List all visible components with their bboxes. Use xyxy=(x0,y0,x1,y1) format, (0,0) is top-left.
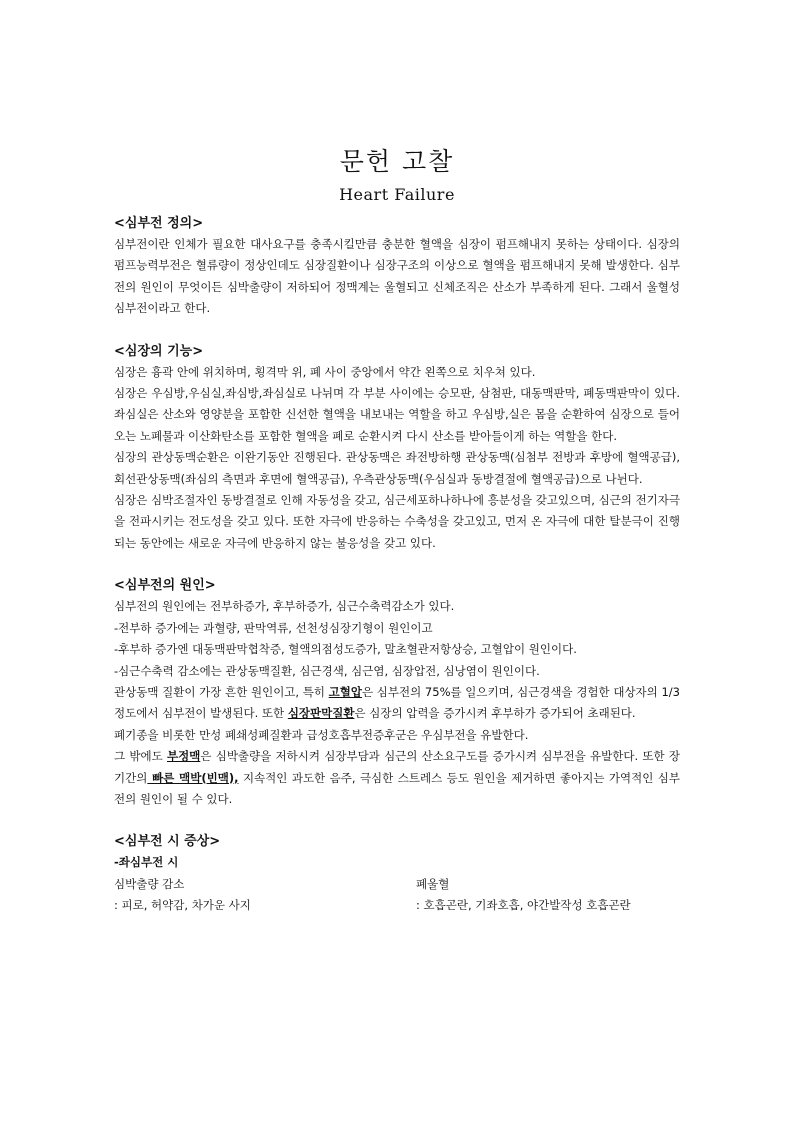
hypertension-emphasis: 고혈압 xyxy=(328,684,362,699)
cause-line-1: 심부전의 원인에는 전부하증가, 후부하증가, 심근수축력감소가 있다. xyxy=(114,599,455,614)
pulmonary-congestion-title: 폐울혈 xyxy=(416,876,450,891)
cardiac-output-decrease-title: 심박출량 감소 xyxy=(114,876,185,891)
document-body xyxy=(114,213,680,917)
cause-line-3-text: -후부하 증가엔 대동맥판막협착증, 혈액의점성도증가, 말초혈관저항상승, xyxy=(114,642,481,657)
cause-p5-text: 관상동맥 질환이 가장 흔한 원인이고, 특히 xyxy=(114,684,329,699)
cause-line-3-end: 이 원인이다. xyxy=(514,642,577,657)
heading-symptoms: <심부전 시 증상> xyxy=(114,834,221,850)
left-heart-failure-subheading: -좌심부전 시 xyxy=(114,855,179,870)
cause-p7-text-3: 지속적인 과도한 음주, 극심한 스트레스 등도 원인을 제거하면 좋아지는 가역적인 심부전의 원인이 될 수 있다. xyxy=(114,770,680,806)
cause-p7-text: 그 밖에도 xyxy=(114,749,167,764)
symptom-row-titles xyxy=(114,874,680,895)
cause-p7-text-2: 은 심박출량을 저하시켜 심장부담과 심근의 산소요구도를 증가시켜 심부전을 유발한다. 또한 장기간의 xyxy=(114,749,680,785)
heading-cause: <심부전의 원인> xyxy=(114,578,216,594)
spacer xyxy=(114,810,680,831)
tachycardia-emphasis: 빠른 맥박(빈맥), xyxy=(147,770,239,785)
function-paragraph-2: 심장은 우심방,우심실,좌심방,좌심실로 나뉘며 각 부분 사이에는 승모판, 삼첨판, 대동맥판막, 폐동맥판막이 있다. 좌심실은 산소와 영양분을 포함한 신선한 혈액을 내보내는 역할을 하고 우심방,실은 몸을 순환하여 심장으로 들어오는 노폐물과 이산화탄소를 포함한 혈액을 폐로 순환시켜 다시 산소를 받아들이게 하는 역할을 한다. xyxy=(114,386,680,443)
cause-paragraph-7 xyxy=(114,746,680,810)
symptom-row-details xyxy=(114,895,680,916)
pulmonary-congestion-symptoms: : 호흡곤란, 기좌호흡, 야간발작성 호흡곤란 xyxy=(416,898,631,913)
heading-definition: <심부전 정의> xyxy=(114,216,204,231)
spacer xyxy=(114,554,680,575)
valve-disease-emphasis: 심장판막질환 xyxy=(287,706,355,721)
definition-paragraph: 심부전이란 인체가 필요한 대사요구를 충족시킬만큼 충분한 혈액을 심장이 펌프해내지 못하는 상태이다. 심장의 펌프능력부전은 혈류량이 정상인데도 심장질환이나 심장구조의 이상으로 혈액을 펌프해내지 못해 발생한다. 심부전의 원인이 무엇이든 심박출량이 저하되어 정맥계는 울혈되고 신체조직은 산소가 부족하게 된다. 그래서 울혈성 심부전이라고 한다. xyxy=(114,237,680,316)
page-title: 문헌 고찰 xyxy=(339,147,455,176)
cause-line-2: -전부하 증가에는 과혈량, 판막역류, 선천성심장기형이 원인이고 xyxy=(114,620,433,635)
function-paragraph-1: 심장은 흉곽 안에 위치하며, 횡격막 위, 폐 사이 중앙에서 약간 왼쪽으로 치우쳐 있다. xyxy=(114,364,536,379)
cause-line-6: 폐기종을 비롯한 만성 폐쇄성폐질환과 급성호흡부전증후군은 우심부전을 유발한다. xyxy=(114,727,529,742)
cause-paragraph-5 xyxy=(114,682,680,725)
cause-line-4: -심근수축력 감소에는 관상동맥질환, 심근경색, 심근염, 심장압전, 심낭염이 원인이다. xyxy=(114,663,540,678)
cause-p5-text-3: 은 심장의 압력을 증가시켜 후부하가 증가되어 초래된다. xyxy=(354,706,636,721)
page-subtitle: Heart Failure xyxy=(339,185,455,204)
cardiac-output-decrease-symptoms: : 피로, 허약감, 차가운 사지 xyxy=(114,898,251,913)
function-paragraph-3: 심장의 관상동맥순환은 이완기동안 진행된다. 관상동맥은 좌전방하행 관상동맥(심첨부 전방과 후방에 혈액공급), 회선관상동맥(좌심의 측면과 후면에 혈액공급), 우측관상동맥(우심실과 동방결절에 혈액공급)으로 나뉜다. xyxy=(114,450,680,486)
function-paragraph-4: 심장은 심박조절자인 동방결절로 인해 자동성을 갖고, 심근세포하나하나에 흥분성을 갖고있으며, 심근의 전기자극을 전파시키는 전도성을 갖고 있다. 또한 자극에 반응하는 수축성을 갖고있고, 먼저 온 자극에 대한 탈분극이 진행되는 동안에는 새로운 자극에 반응하지 않는 불응성을 갖고 있다. xyxy=(114,493,680,550)
cause-p5-text-2: 은 심부전의 75%를 일으키며, 심근경색을 경험한 대상자의 1/3정도에서 심부전이 발생된다. 또한 xyxy=(114,684,680,721)
arrhythmia-emphasis: 부정맥 xyxy=(167,749,201,764)
cause-line-3 xyxy=(114,639,680,660)
hypertension-term: 고혈압 xyxy=(480,642,514,657)
heading-function: <심장의 기능> xyxy=(114,343,204,359)
spacer xyxy=(114,320,680,341)
